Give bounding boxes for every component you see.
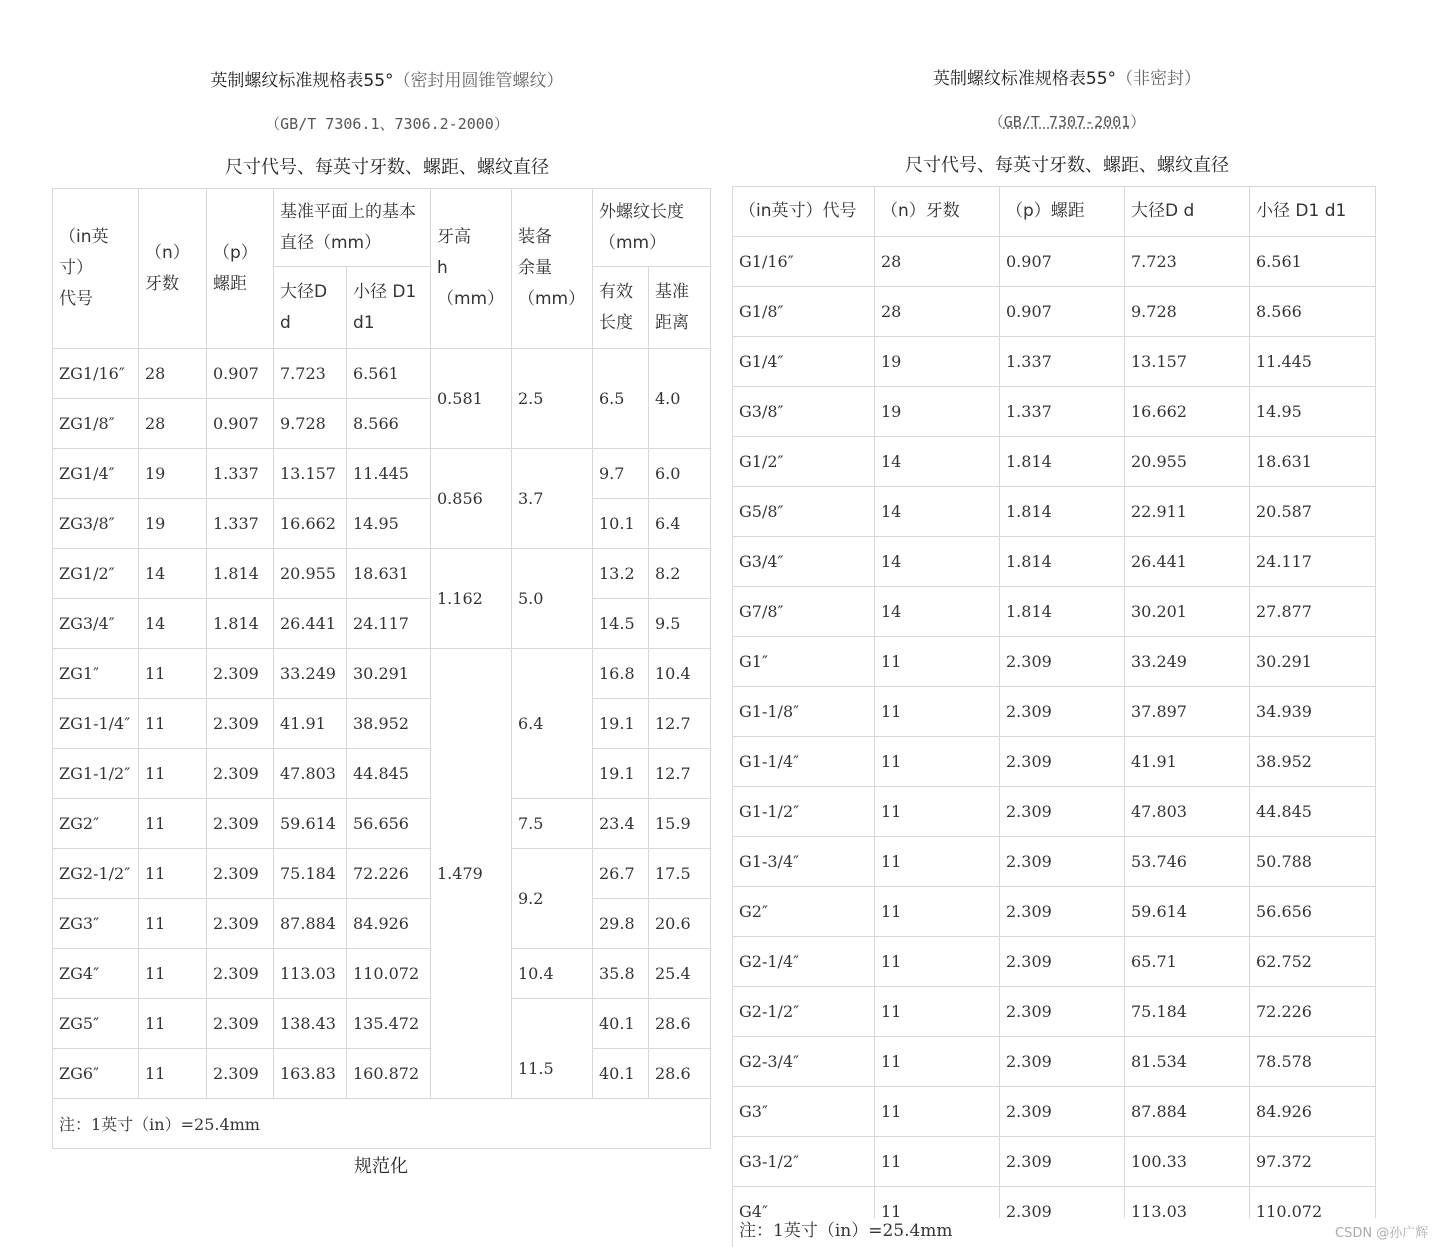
cell-major: 100.33 (1125, 1137, 1250, 1187)
cell-teeth: 11 (875, 937, 1000, 987)
cell-code: G1/4″ (733, 337, 875, 387)
cell-major: 41.91 (1125, 737, 1250, 787)
cell-teeth: 11 (139, 999, 207, 1049)
cell-effective-length: 23.4 (593, 799, 649, 849)
cell-major: 33.249 (274, 649, 347, 699)
cell-minor: 38.952 (347, 699, 431, 749)
cell-code: G4″ (733, 1187, 875, 1219)
watermark: CSDN @孙广辉 (1335, 1226, 1429, 1241)
cell-major: 13.157 (1125, 337, 1250, 387)
cell-teeth: 11 (139, 949, 207, 999)
cell-allowance: 6.4 (512, 649, 593, 799)
cell-teeth: 11 (139, 749, 207, 799)
cell-code: ZG3/4″ (53, 599, 139, 649)
cell-effective-length: 9.7 (593, 449, 649, 499)
table-row (53, 349, 711, 399)
cell-tooth-height: 1.479 (431, 649, 512, 1099)
cell-minor: 97.372 (1250, 1137, 1376, 1187)
table-row (53, 999, 711, 1049)
cell-pitch: 1.814 (1000, 437, 1125, 487)
cell-effective-length: 10.1 (593, 499, 649, 549)
cell-major: 163.83 (274, 1049, 347, 1099)
cell-minor: 72.226 (1250, 987, 1376, 1037)
cell-effective-length: 14.5 (593, 599, 649, 649)
left-standard: （GB/T 7306.1、7306.2-2000） (265, 115, 509, 133)
cell-major: 30.201 (1125, 587, 1250, 637)
cell-code: G1/2″ (733, 437, 875, 487)
header-pitch: （p） 螺距 (207, 189, 274, 349)
table-row (733, 537, 1376, 587)
cell-pitch: 2.309 (1000, 687, 1125, 737)
cell-teeth: 28 (875, 287, 1000, 337)
cell-teeth: 14 (875, 537, 1000, 587)
cell-code: G3″ (733, 1087, 875, 1137)
right-table-viewport (732, 186, 1376, 1218)
cell-pitch: 2.309 (1000, 1187, 1125, 1219)
header-major-diameter: 大径D d (274, 267, 347, 349)
right-note: 注：1英寸（in）=25.4mm (739, 1221, 953, 1241)
cell-teeth: 11 (875, 837, 1000, 887)
table-row (733, 1087, 1376, 1137)
table-row (733, 637, 1376, 687)
cell-pitch: 2.309 (207, 849, 274, 899)
cell-major: 81.534 (1125, 1037, 1250, 1087)
cell-code: G1-1/4″ (733, 737, 875, 787)
cell-major: 16.662 (1125, 387, 1250, 437)
cell-code: G1-3/4″ (733, 837, 875, 887)
cell-pitch: 1.337 (1000, 337, 1125, 387)
cell-code: G3/4″ (733, 537, 875, 587)
table-row (53, 449, 711, 499)
cell-teeth: 11 (875, 987, 1000, 1037)
cell-pitch: 0.907 (1000, 237, 1125, 287)
cell-code: ZG2″ (53, 799, 139, 849)
cell-effective-length: 29.8 (593, 899, 649, 949)
cell-minor: 62.752 (1250, 937, 1376, 987)
cell-pitch: 1.814 (1000, 537, 1125, 587)
cell-minor: 30.291 (1250, 637, 1376, 687)
cell-pitch: 2.309 (207, 1049, 274, 1099)
cell-code: G2-1/2″ (733, 987, 875, 1037)
right-title-main: 英制螺纹标准规格表55° (932, 69, 1117, 89)
cell-major: 47.803 (274, 749, 347, 799)
cell-minor: 8.566 (347, 399, 431, 449)
cell-major: 7.723 (274, 349, 347, 399)
table-row (733, 587, 1376, 637)
cell-minor: 72.226 (347, 849, 431, 899)
left-caption: 规范化 (354, 1156, 408, 1177)
cell-code: G1-1/8″ (733, 687, 875, 737)
cell-teeth: 11 (139, 699, 207, 749)
cell-major: 87.884 (274, 899, 347, 949)
table-row (53, 799, 711, 849)
cell-tooth-height: 0.581 (431, 349, 512, 449)
table-row (733, 287, 1376, 337)
cell-code: ZG1/4″ (53, 449, 139, 499)
cell-teeth: 11 (875, 887, 1000, 937)
cell-teeth: 11 (875, 687, 1000, 737)
table-row (53, 899, 711, 949)
left-spec-table (52, 188, 711, 1149)
left-title-sub: （密封用圆锥管螺纹） (393, 71, 564, 91)
cell-pitch: 2.309 (207, 949, 274, 999)
cell-reference-distance: 17.5 (649, 849, 711, 899)
table-row (53, 1049, 711, 1099)
cell-pitch: 0.907 (207, 399, 274, 449)
cell-major: 59.614 (274, 799, 347, 849)
cell-teeth: 11 (875, 787, 1000, 837)
table-row (53, 949, 711, 999)
table-row (733, 387, 1376, 437)
cell-teeth: 28 (875, 237, 1000, 287)
cell-code: G1/8″ (733, 287, 875, 337)
cell-major: 138.43 (274, 999, 347, 1049)
cell-teeth: 11 (139, 899, 207, 949)
cell-major: 75.184 (1125, 987, 1250, 1037)
table-row (733, 437, 1376, 487)
cell-reference-distance: 15.9 (649, 799, 711, 849)
cell-code: G7/8″ (733, 587, 875, 637)
cell-teeth: 14 (139, 599, 207, 649)
cell-pitch: 1.814 (1000, 487, 1125, 537)
cell-code: ZG1″ (53, 649, 139, 699)
cell-allowance: 9.2 (512, 849, 593, 949)
cell-minor: 56.656 (347, 799, 431, 849)
table-row (53, 749, 711, 799)
cell-reference-distance: 4.0 (649, 349, 711, 449)
left-title-main: 英制螺纹标准规格表55° (210, 71, 394, 91)
cell-teeth: 11 (875, 1137, 1000, 1187)
cell-effective-length: 40.1 (593, 999, 649, 1049)
table-row (53, 499, 711, 549)
cell-minor: 20.587 (1250, 487, 1376, 537)
header-teeth: （n） 牙数 (139, 189, 207, 349)
table-row (733, 337, 1376, 387)
header-major-diameter: 大径D d (1125, 187, 1250, 237)
cell-code: ZG1-1/2″ (53, 749, 139, 799)
cell-pitch: 0.907 (207, 349, 274, 399)
cell-effective-length: 16.8 (593, 649, 649, 699)
cell-pitch: 1.337 (1000, 387, 1125, 437)
cell-minor: 135.472 (347, 999, 431, 1049)
cell-pitch: 2.309 (1000, 1037, 1125, 1087)
table-row (53, 699, 711, 749)
cell-major: 53.746 (1125, 837, 1250, 887)
cell-minor: 11.445 (347, 449, 431, 499)
header-pitch: （p）螺距 (1000, 187, 1125, 237)
cell-pitch: 2.309 (1000, 1137, 1125, 1187)
cell-pitch: 2.309 (1000, 787, 1125, 837)
cell-code: ZG6″ (53, 1049, 139, 1099)
cell-code: ZG3/8″ (53, 499, 139, 549)
header-teeth: （n）牙数 (875, 187, 1000, 237)
table-row (53, 849, 711, 899)
right-title-sub: （非密封） (1116, 69, 1202, 89)
right-table-border (732, 1216, 733, 1247)
cell-minor: 11.445 (1250, 337, 1376, 387)
cell-major: 7.723 (1125, 237, 1250, 287)
cell-major: 65.71 (1125, 937, 1250, 987)
cell-major: 20.955 (274, 549, 347, 599)
cell-teeth: 11 (875, 1187, 1000, 1219)
left-note: 注：1英寸（in）=25.4mm (53, 1099, 711, 1149)
cell-minor: 27.877 (1250, 587, 1376, 637)
cell-effective-length: 26.7 (593, 849, 649, 899)
right-subtitle: 尺寸代号、每英寸牙数、螺距、螺纹直径 (905, 155, 1229, 176)
cell-pitch: 2.309 (207, 899, 274, 949)
cell-minor: 14.95 (1250, 387, 1376, 437)
cell-code: ZG1/16″ (53, 349, 139, 399)
cell-code: G5/8″ (733, 487, 875, 537)
cell-tooth-height: 1.162 (431, 549, 512, 649)
right-standard: （GB/T 7307-2001） (988, 113, 1146, 131)
cell-teeth: 11 (139, 649, 207, 699)
cell-allowance: 5.0 (512, 549, 593, 649)
cell-teeth: 11 (875, 637, 1000, 687)
cell-reference-distance: 25.4 (649, 949, 711, 999)
cell-teeth: 11 (875, 1037, 1000, 1087)
header-minor-diameter: 小径 D1 d1 (347, 267, 431, 349)
header-code: （in英寸） 代号 (53, 189, 139, 349)
cell-tooth-height: 0.856 (431, 449, 512, 549)
cell-teeth: 28 (139, 399, 207, 449)
cell-pitch: 1.337 (207, 449, 274, 499)
cell-effective-length: 19.1 (593, 699, 649, 749)
cell-allowance: 7.5 (512, 799, 593, 849)
cell-teeth: 28 (139, 349, 207, 399)
cell-code: G3/8″ (733, 387, 875, 437)
cell-code: ZG1/8″ (53, 399, 139, 449)
header-tooth-height: 牙高 h （mm） (431, 189, 512, 349)
cell-pitch: 2.309 (207, 749, 274, 799)
cell-code: ZG3″ (53, 899, 139, 949)
cell-teeth: 11 (139, 849, 207, 899)
cell-minor: 110.072 (1250, 1187, 1376, 1219)
cell-teeth: 11 (139, 1049, 207, 1099)
standard-link[interactable]: GB/T 7307-2001 (1003, 113, 1131, 131)
cell-teeth: 11 (139, 799, 207, 849)
table-row (733, 837, 1376, 887)
cell-pitch: 2.309 (1000, 637, 1125, 687)
cell-teeth: 19 (875, 387, 1000, 437)
cell-minor: 6.561 (1250, 237, 1376, 287)
table-row (733, 937, 1376, 987)
cell-code: G1″ (733, 637, 875, 687)
cell-code: G2-1/4″ (733, 937, 875, 987)
cell-teeth: 19 (139, 449, 207, 499)
cell-major: 33.249 (1125, 637, 1250, 687)
cell-minor: 110.072 (347, 949, 431, 999)
cell-major: 16.662 (274, 499, 347, 549)
cell-effective-length: 13.2 (593, 549, 649, 599)
cell-code: ZG2-1/2″ (53, 849, 139, 899)
cell-pitch: 1.814 (207, 599, 274, 649)
cell-minor: 50.788 (1250, 837, 1376, 887)
cell-allowance: 11.5 (512, 999, 593, 1099)
table-row (733, 987, 1376, 1037)
cell-major: 26.441 (1125, 537, 1250, 587)
cell-effective-length: 35.8 (593, 949, 649, 999)
left-subtitle: 尺寸代号、每英寸牙数、螺距、螺纹直径 (225, 157, 549, 178)
cell-major: 75.184 (274, 849, 347, 899)
cell-minor: 160.872 (347, 1049, 431, 1099)
cell-effective-length: 19.1 (593, 749, 649, 799)
cell-code: ZG5″ (53, 999, 139, 1049)
cell-pitch: 0.907 (1000, 287, 1125, 337)
table-row (733, 1137, 1376, 1187)
header-assembly-allowance: 装备 余量（mm） (512, 189, 593, 349)
cell-major: 20.955 (1125, 437, 1250, 487)
table-row (733, 487, 1376, 537)
cell-teeth: 11 (875, 1087, 1000, 1137)
cell-minor: 24.117 (347, 599, 431, 649)
cell-reference-distance: 20.6 (649, 899, 711, 949)
table-row (53, 649, 711, 699)
cell-major: 9.728 (1125, 287, 1250, 337)
table-row (733, 1187, 1376, 1219)
cell-major: 87.884 (1125, 1087, 1250, 1137)
cell-code: ZG1/2″ (53, 549, 139, 599)
header-basic-diameter: 基准平面上的基本直径（mm） (274, 189, 431, 267)
header-reference-distance: 基准距离 (649, 267, 711, 349)
cell-pitch: 1.814 (1000, 587, 1125, 637)
cell-effective-length: 6.5 (593, 349, 649, 449)
cell-allowance: 10.4 (512, 949, 593, 999)
cell-major: 37.897 (1125, 687, 1250, 737)
cell-reference-distance: 28.6 (649, 1049, 711, 1099)
cell-minor: 18.631 (347, 549, 431, 599)
cell-code: G2-3/4″ (733, 1037, 875, 1087)
cell-code: G2″ (733, 887, 875, 937)
cell-minor: 56.656 (1250, 887, 1376, 937)
table-row (53, 549, 711, 599)
cell-reference-distance: 12.7 (649, 749, 711, 799)
table-row (733, 787, 1376, 837)
cell-reference-distance: 8.2 (649, 549, 711, 599)
cell-major: 113.03 (1125, 1187, 1250, 1219)
left-title (52, 66, 722, 91)
right-spec-table (732, 186, 1376, 1218)
table-row (733, 687, 1376, 737)
cell-reference-distance: 6.4 (649, 499, 711, 549)
cell-minor: 84.926 (1250, 1087, 1376, 1137)
cell-minor: 18.631 (1250, 437, 1376, 487)
cell-minor: 24.117 (1250, 537, 1376, 587)
cell-teeth: 19 (139, 499, 207, 549)
cell-minor: 78.578 (1250, 1037, 1376, 1087)
cell-code: ZG4″ (53, 949, 139, 999)
cell-teeth: 19 (875, 337, 1000, 387)
cell-major: 13.157 (274, 449, 347, 499)
header-effective-length: 有效长度 (593, 267, 649, 349)
cell-pitch: 2.309 (207, 799, 274, 849)
cell-minor: 6.561 (347, 349, 431, 399)
cell-major: 41.91 (274, 699, 347, 749)
cell-major: 9.728 (274, 399, 347, 449)
cell-teeth: 14 (875, 487, 1000, 537)
cell-pitch: 2.309 (1000, 737, 1125, 787)
cell-code: G1/16″ (733, 237, 875, 287)
table-row (53, 599, 711, 649)
cell-minor: 38.952 (1250, 737, 1376, 787)
cell-major: 113.03 (274, 949, 347, 999)
cell-teeth: 14 (875, 437, 1000, 487)
cell-code: ZG1-1/4″ (53, 699, 139, 749)
table-row (733, 237, 1376, 287)
cell-major: 59.614 (1125, 887, 1250, 937)
cell-pitch: 1.814 (207, 549, 274, 599)
table-row (733, 1037, 1376, 1087)
cell-major: 47.803 (1125, 787, 1250, 837)
cell-allowance: 2.5 (512, 349, 593, 449)
cell-pitch: 2.309 (1000, 887, 1125, 937)
cell-teeth: 14 (139, 549, 207, 599)
header-minor-diameter: 小径 D1 d1 (1250, 187, 1376, 237)
cell-minor: 8.566 (1250, 287, 1376, 337)
cell-effective-length: 40.1 (593, 1049, 649, 1099)
cell-reference-distance: 28.6 (649, 999, 711, 1049)
cell-pitch: 2.309 (1000, 1087, 1125, 1137)
cell-pitch: 2.309 (207, 699, 274, 749)
cell-pitch: 1.337 (207, 499, 274, 549)
cell-major: 22.911 (1125, 487, 1250, 537)
cell-minor: 44.845 (1250, 787, 1376, 837)
header-external-length: 外螺纹长度（mm） (593, 189, 711, 267)
table-row (733, 737, 1376, 787)
cell-minor: 14.95 (347, 499, 431, 549)
cell-minor: 44.845 (347, 749, 431, 799)
cell-pitch: 2.309 (207, 999, 274, 1049)
cell-major: 26.441 (274, 599, 347, 649)
cell-pitch: 2.309 (1000, 937, 1125, 987)
cell-teeth: 14 (875, 587, 1000, 637)
cell-pitch: 2.309 (1000, 987, 1125, 1037)
cell-code: G1-1/2″ (733, 787, 875, 837)
cell-reference-distance: 6.0 (649, 449, 711, 499)
cell-allowance: 3.7 (512, 449, 593, 549)
header-code: （in英寸）代号 (733, 187, 875, 237)
cell-minor: 30.291 (347, 649, 431, 699)
cell-reference-distance: 12.7 (649, 699, 711, 749)
cell-teeth: 11 (875, 737, 1000, 787)
cell-pitch: 2.309 (207, 649, 274, 699)
cell-reference-distance: 9.5 (649, 599, 711, 649)
cell-pitch: 2.309 (1000, 837, 1125, 887)
cell-reference-distance: 10.4 (649, 649, 711, 699)
right-title (732, 64, 1402, 89)
cell-minor: 84.926 (347, 899, 431, 949)
cell-code: G3-1/2″ (733, 1137, 875, 1187)
table-row (733, 887, 1376, 937)
cell-minor: 34.939 (1250, 687, 1376, 737)
